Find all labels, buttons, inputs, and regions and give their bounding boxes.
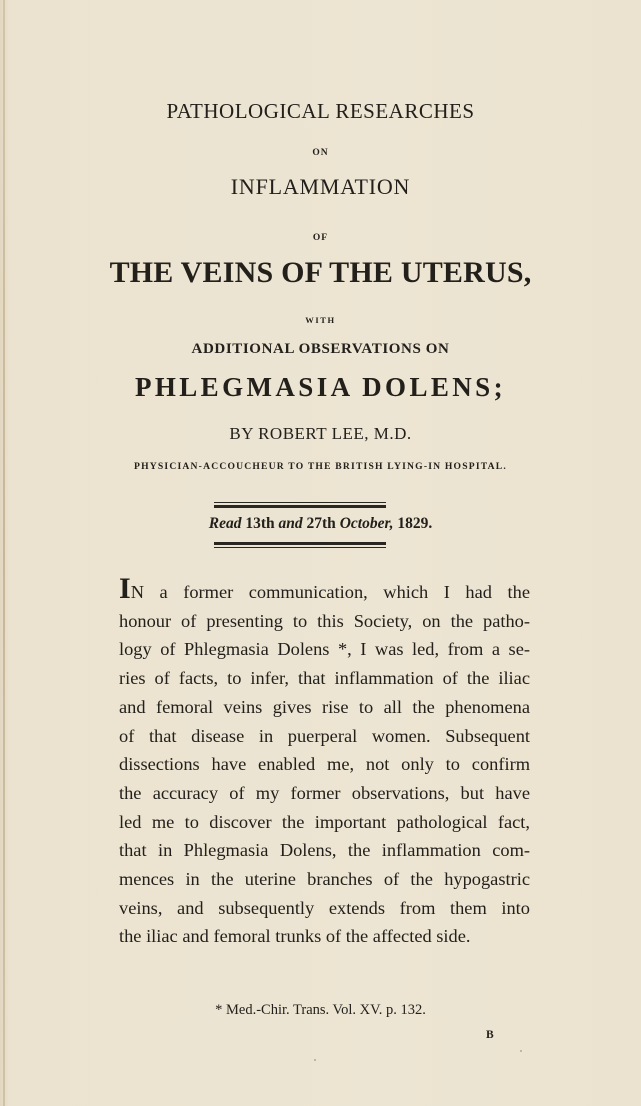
signature-mark: B bbox=[486, 1029, 494, 1041]
read-prefix: Read bbox=[208, 515, 242, 532]
body-paragraph bbox=[119, 572, 530, 951]
title-line-1: PATHOLOGICAL RESEARCHES bbox=[166, 99, 475, 123]
body-line: mences in the uterine branches of the hypogastric bbox=[119, 869, 530, 890]
body-line: honour of presenting to this Society, on the patho- bbox=[119, 610, 530, 631]
body-line: of that disease in puerperal women. Subsequent bbox=[119, 725, 530, 746]
title-line-of: OF bbox=[312, 233, 329, 243]
paper-speck bbox=[314, 1059, 316, 1061]
title-line-on: ON bbox=[312, 148, 329, 158]
author-byline: BY ROBERT LEE, M.D. bbox=[229, 424, 412, 443]
page-spine-shadow bbox=[3, 0, 5, 1106]
read-day2: 27th bbox=[306, 515, 336, 532]
dropcap: I bbox=[119, 572, 131, 605]
read-conj: and bbox=[278, 515, 303, 532]
author-position: PHYSICIAN-ACCOUCHEUR TO THE BRITISH LYING-IN HOSPITAL. bbox=[134, 461, 507, 472]
body-line: led me to discover the important pathological fact, bbox=[119, 811, 530, 832]
title-line-inflammation: INFLAMMATION bbox=[230, 174, 411, 199]
title-line-additional: ADDITIONAL OBSERVATIONS ON bbox=[191, 341, 450, 357]
title-line-phlegmasia: PHLEGMASIA DOLENS; bbox=[134, 372, 506, 402]
read-year: 1829. bbox=[397, 515, 433, 532]
body-line: the iliac and femoral trunks of the affected side. bbox=[119, 926, 471, 947]
double-rule-top bbox=[214, 502, 386, 508]
body-line: IN a former communication, which I had the bbox=[119, 572, 530, 605]
body-line: that in Phlegmasia Dolens, the inflammation com- bbox=[119, 840, 530, 861]
title-line-with: WITH bbox=[305, 315, 336, 325]
title-line-veins: THE VEINS OF THE UTERUS, bbox=[109, 256, 532, 289]
read-date bbox=[0, 515, 641, 533]
paper-speck bbox=[520, 1050, 522, 1052]
body-line: ries of facts, to infer, that inflammation of the iliac bbox=[119, 668, 530, 689]
body-line: and femoral veins gives rise to all the phenomena bbox=[119, 696, 530, 717]
body-line: dissections have enabled me, not only to confirm bbox=[119, 754, 530, 775]
footnote: * Med.-Chir. Trans. Vol. XV. p. 132. bbox=[215, 1002, 426, 1018]
read-month: October, bbox=[339, 515, 394, 532]
double-rule-bottom bbox=[214, 542, 386, 548]
body-line: the accuracy of my former observations, but have bbox=[119, 782, 530, 803]
body-line: veins, and subsequently extends from them into bbox=[119, 897, 530, 918]
read-day1: 13th bbox=[245, 515, 275, 532]
body-line: logy of Phlegmasia Dolens *, I was led, from a se- bbox=[119, 639, 530, 660]
